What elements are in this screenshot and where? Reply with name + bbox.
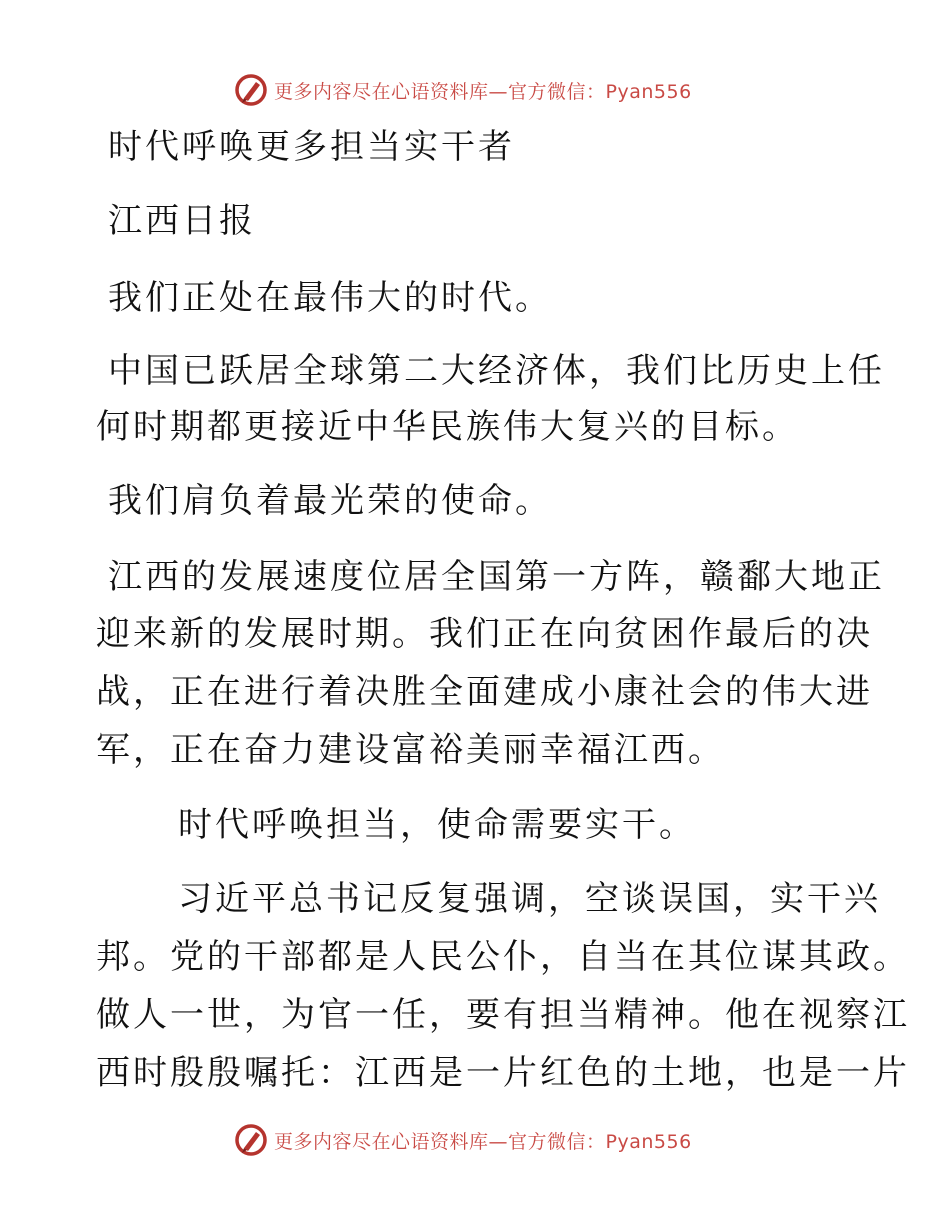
wechat-id: Pyan556 [605,80,692,103]
paragraph-line: 中国已跃居全球第二大经济体，我们比历史上任 [108,351,885,391]
paragraph-line: 邦。党的干部都是人民公仆，自当在其位谋其政。 [96,937,910,977]
article-title: 时代呼唤更多担当实干者 [108,127,515,167]
header-banner [234,72,692,108]
paragraph-line: 何时期都更接近中华民族伟大复兴的目标。 [96,407,799,447]
article-source: 江西日报 [108,201,256,241]
paragraph-line: 习近平总书记反复强调，空谈误国，实干兴 [178,879,881,919]
paragraph-line: 我们正处在最伟大的时代。 [108,278,552,318]
paragraph-line: 军，正在奋力建设富裕美丽幸福江西。 [96,730,725,770]
paragraph-line: 我们肩负着最光荣的使命。 [108,481,552,521]
paragraph-line: 迎来新的发展时期。我们正在向贫困作最后的决 [96,614,873,654]
paragraph-line: 做人一世，为官一任，要有担当精神。他在视察江 [96,995,910,1035]
banner-text: 更多内容尽在心语资料库—官方微信：Pyan556 [274,80,692,103]
paragraph-line: 战，正在进行着决胜全面建成小康社会的伟大进 [96,672,873,712]
banner-text: 更多内容尽在心语资料库—官方微信：Pyan556 [274,1130,692,1153]
paragraph-line: 江西的发展速度位居全国第一方阵，赣鄱大地正 [108,557,885,597]
pen-logo-icon [234,73,268,107]
paragraph-line: 西时殷殷嘱托：江西是一片红色的土地，也是一片 [96,1053,910,1093]
paragraph-line: 时代呼唤担当，使命需要实干。 [178,805,696,845]
footer-banner [234,1122,692,1158]
pen-logo-icon [234,1123,268,1157]
wechat-id: Pyan556 [605,1130,692,1153]
